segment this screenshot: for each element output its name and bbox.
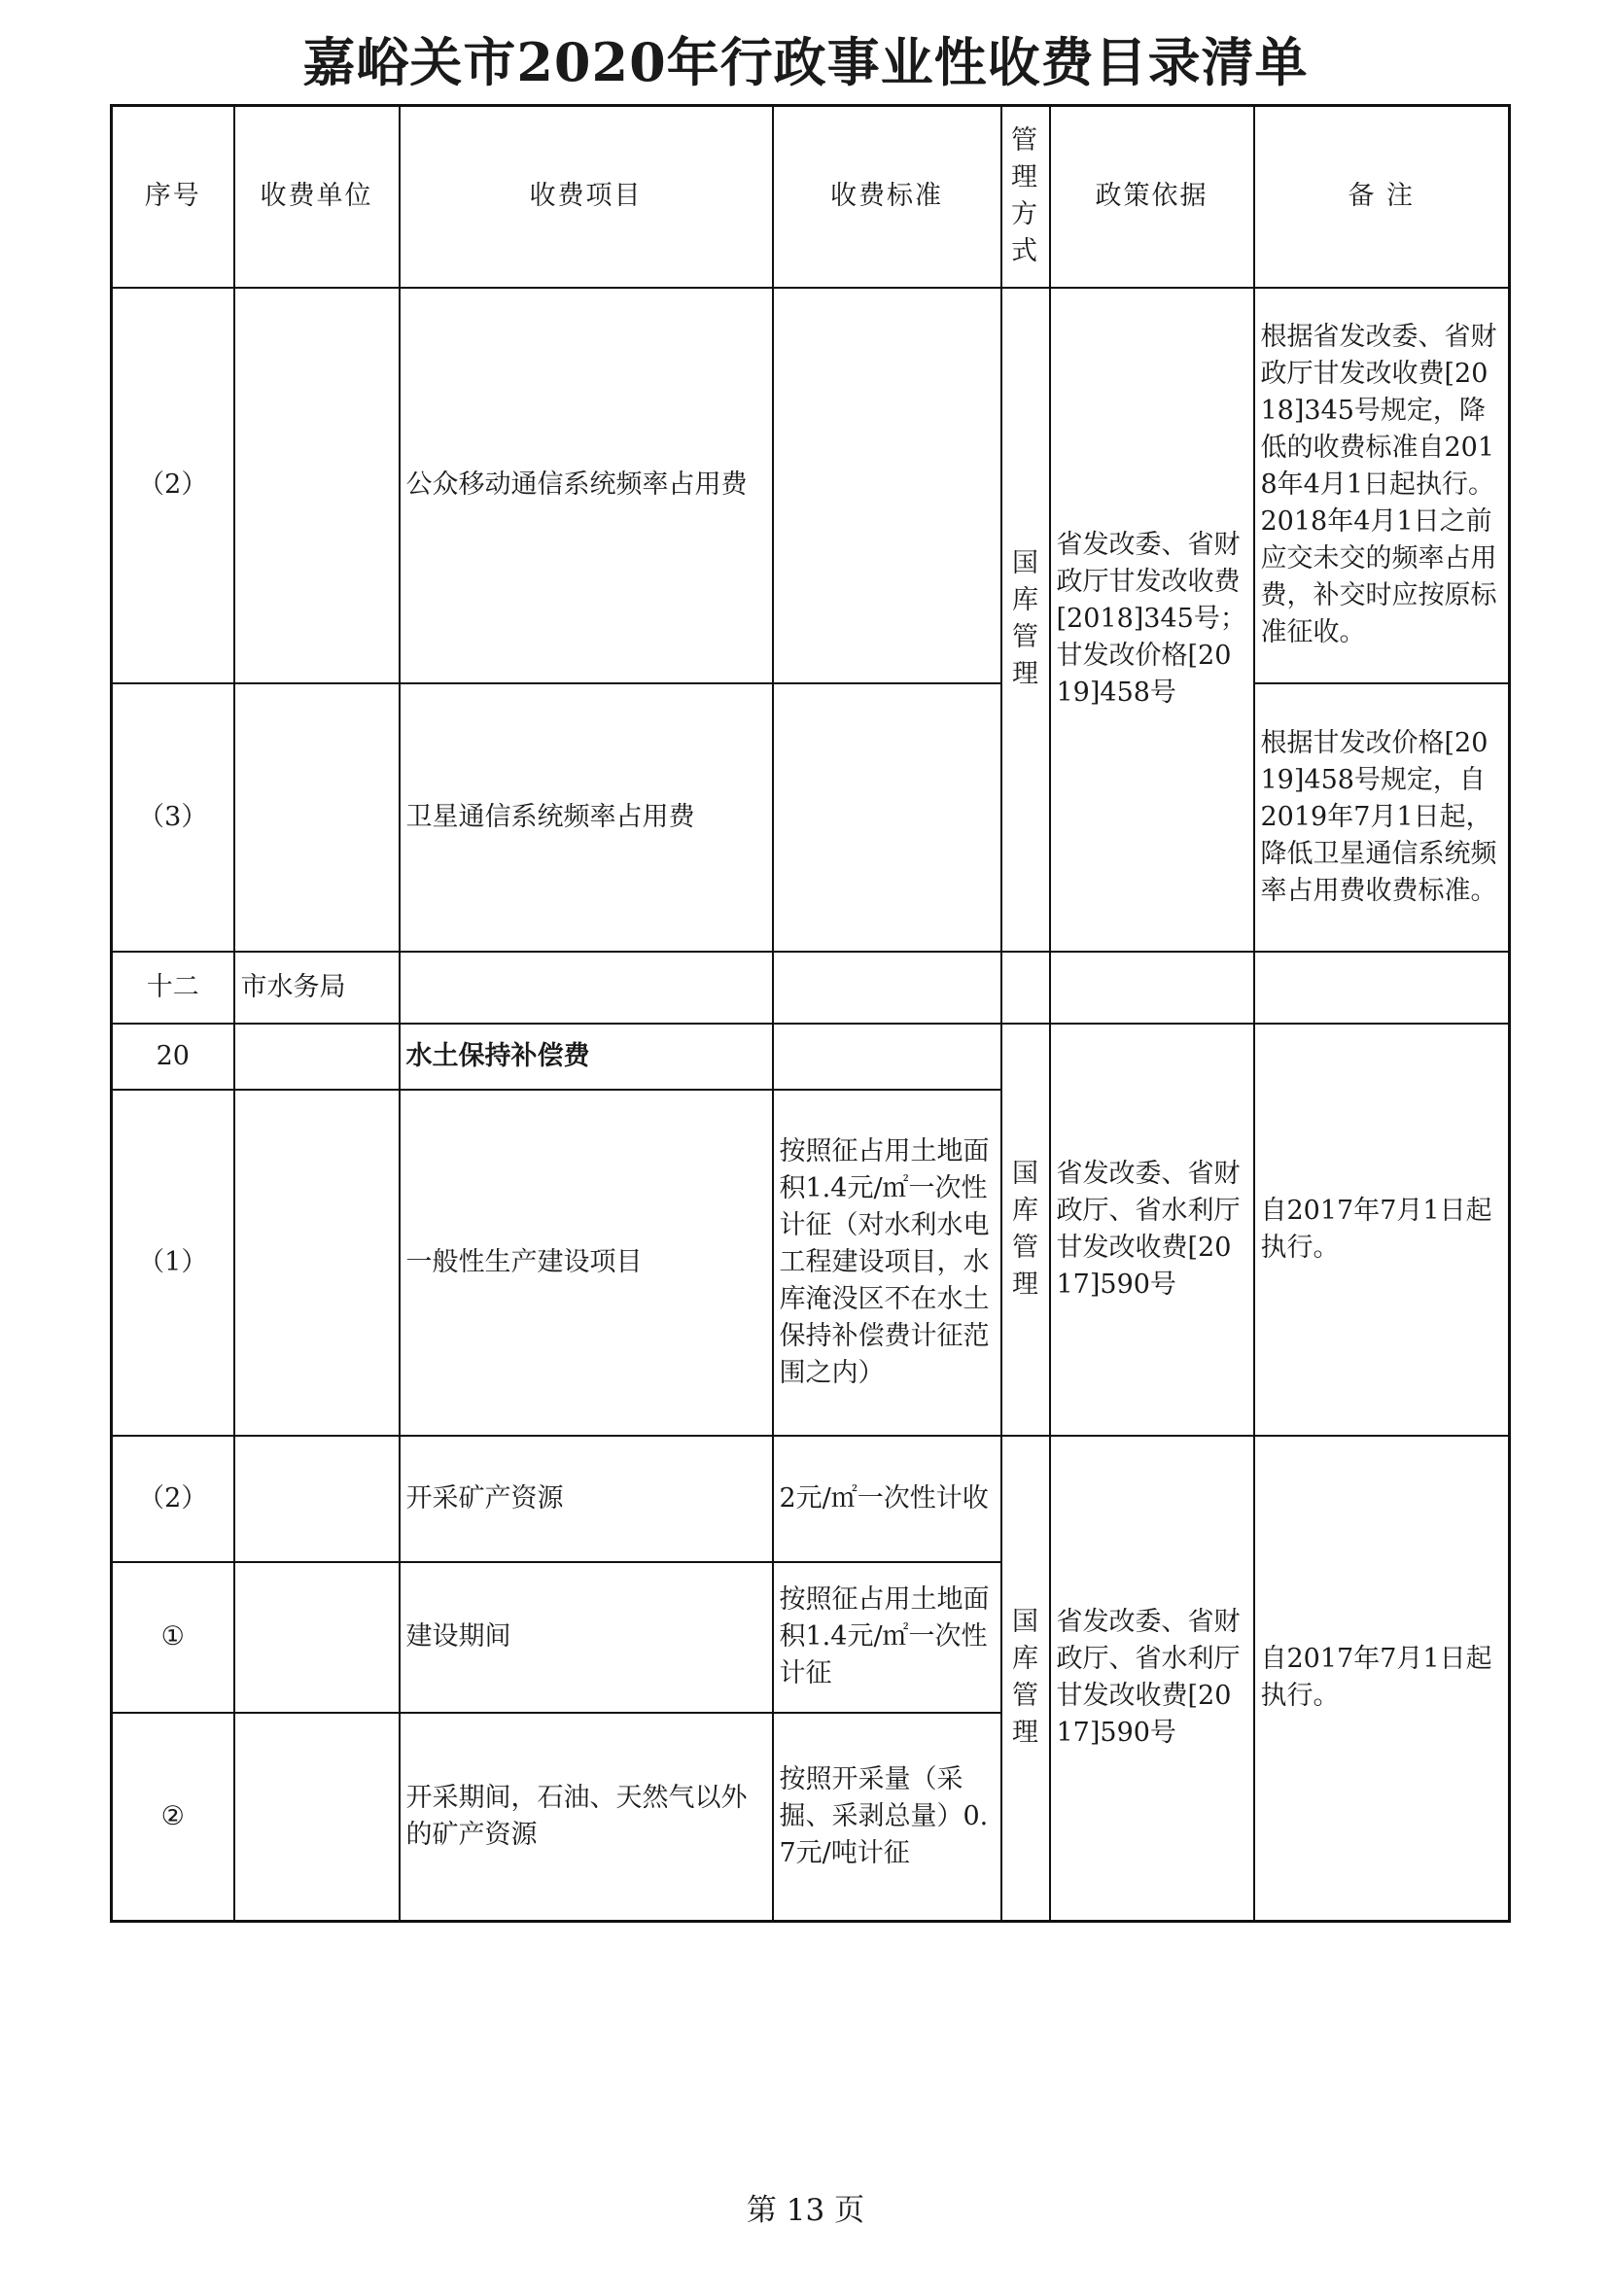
header-mgmt-char: 理	[1011, 162, 1039, 193]
seq-cell: （3）	[112, 683, 234, 952]
mgmt-char: 管	[1012, 1232, 1038, 1263]
mgmt-char: 国	[1012, 1158, 1038, 1189]
standard-cell	[773, 1024, 1001, 1090]
header-mgmt-char: 方	[1011, 199, 1039, 230]
policy-cell: 省发改委、省财政厅、省水利厅 甘发改收费[2017]590号	[1050, 1436, 1254, 1922]
mgmt-char: 理	[1012, 1718, 1038, 1749]
item-cell: 公众移动通信系统频率占用费	[400, 288, 773, 683]
mgmt-char: 库	[1012, 1644, 1038, 1675]
mgmt-char: 库	[1012, 1195, 1038, 1226]
standard-cell: 按照开采量（采掘、采剥总量）0.7元/吨计征	[773, 1713, 1001, 1922]
mgmt-char: 管	[1012, 1681, 1038, 1712]
item-cell: 水土保持补偿费	[400, 1024, 773, 1090]
item-cell: 卫星通信系统频率占用费	[400, 683, 773, 952]
remark-cell	[1254, 952, 1510, 1024]
seq-cell: 20	[112, 1024, 234, 1090]
unit-cell	[234, 683, 400, 952]
mgmt-cell	[1001, 1024, 1050, 1436]
standard-cell: 2元/㎡一次性计收	[773, 1436, 1001, 1562]
header-unit: 收费单位	[234, 106, 400, 288]
unit-cell	[234, 1562, 400, 1713]
header-item: 收费项目	[400, 106, 773, 288]
remark-cell: 根据甘发改价格[2019]458号规定，自2019年7月1日起，降低卫星通信系统频率占用费收费标准。	[1254, 683, 1510, 952]
mgmt-char: 国	[1012, 548, 1038, 578]
unit-cell	[234, 1436, 400, 1562]
standard-cell	[773, 952, 1001, 1024]
unit-cell	[234, 1024, 400, 1090]
table-row	[112, 683, 1510, 952]
fee-catalog-table	[110, 104, 1511, 1923]
item-cell: 建设期间	[400, 1562, 773, 1713]
mgmt-cell	[1001, 952, 1050, 1024]
item-cell	[400, 952, 773, 1024]
header-remark: 备 注	[1254, 106, 1510, 288]
table-row	[112, 1024, 1510, 1090]
seq-cell: （1）	[112, 1090, 234, 1436]
seq-cell: （2）	[112, 288, 234, 683]
policy-cell	[1050, 952, 1254, 1024]
seq-cell: 十二	[112, 952, 234, 1024]
unit-cell: 市水务局	[234, 952, 400, 1024]
policy-cell: 省发改委、省财政厅、省水利厅 甘发改收费[2017]590号	[1050, 1024, 1254, 1436]
header-mgmt-char: 式	[1011, 236, 1039, 267]
remark-cell: 自2017年7月1日起执行。	[1254, 1436, 1510, 1922]
policy-cell: 省发改委、省财政厅甘发改收费[2018]345号；甘发改价格[2019]458号	[1050, 288, 1254, 952]
mgmt-char: 国	[1012, 1607, 1038, 1638]
header-policy: 政策依据	[1050, 106, 1254, 288]
mgmt-char: 管	[1012, 622, 1038, 652]
mgmt-char: 理	[1012, 1269, 1038, 1300]
seq-cell: ①	[112, 1562, 234, 1713]
item-cell: 一般性生产建设项目	[400, 1090, 773, 1436]
table-row	[112, 1436, 1510, 1562]
mgmt-cell	[1001, 288, 1050, 952]
seq-cell: （2）	[112, 1436, 234, 1562]
seq-cell: ②	[112, 1713, 234, 1922]
unit-cell	[234, 288, 400, 683]
item-cell: 开采期间，石油、天然气以外的矿产资源	[400, 1713, 773, 1922]
page-title: 嘉峪关市2020年行政事业性收费目录清单	[302, 31, 1309, 93]
table-row	[112, 952, 1510, 1024]
header-mgmt	[1001, 106, 1050, 288]
unit-cell	[234, 1090, 400, 1436]
mgmt-char: 库	[1012, 585, 1038, 615]
header-standard: 收费标准	[773, 106, 1001, 288]
header-seq: 序号	[112, 106, 234, 288]
table-row	[112, 288, 1510, 683]
standard-cell: 按照征占用土地面积1.4元/㎡一次性计征	[773, 1562, 1001, 1713]
header-mgmt-char: 管	[1011, 125, 1039, 157]
standard-cell	[773, 288, 1001, 683]
page-number: 第 13 页	[746, 2193, 865, 2228]
item-cell: 开采矿产资源	[400, 1436, 773, 1562]
standard-cell: 按照征占用土地面积1.4元/㎡一次性计征（对水利水电工程建设项目，水库淹没区不在水土保持补偿费计征范围之内）	[773, 1090, 1001, 1436]
remark-cell: 自2017年7月1日起执行。	[1254, 1024, 1510, 1436]
remark-cell: 根据省发改委、省财政厅甘发改收费[2018]345号规定，降低的收费标准自2018年4月1日起执行。2018年4月1日之前应交未交的频率占用费，补交时应按原标准征收。	[1254, 288, 1510, 683]
standard-cell	[773, 683, 1001, 952]
unit-cell	[234, 1713, 400, 1922]
mgmt-char: 理	[1012, 659, 1038, 689]
header-row	[112, 106, 1510, 288]
mgmt-cell	[1001, 1436, 1050, 1922]
